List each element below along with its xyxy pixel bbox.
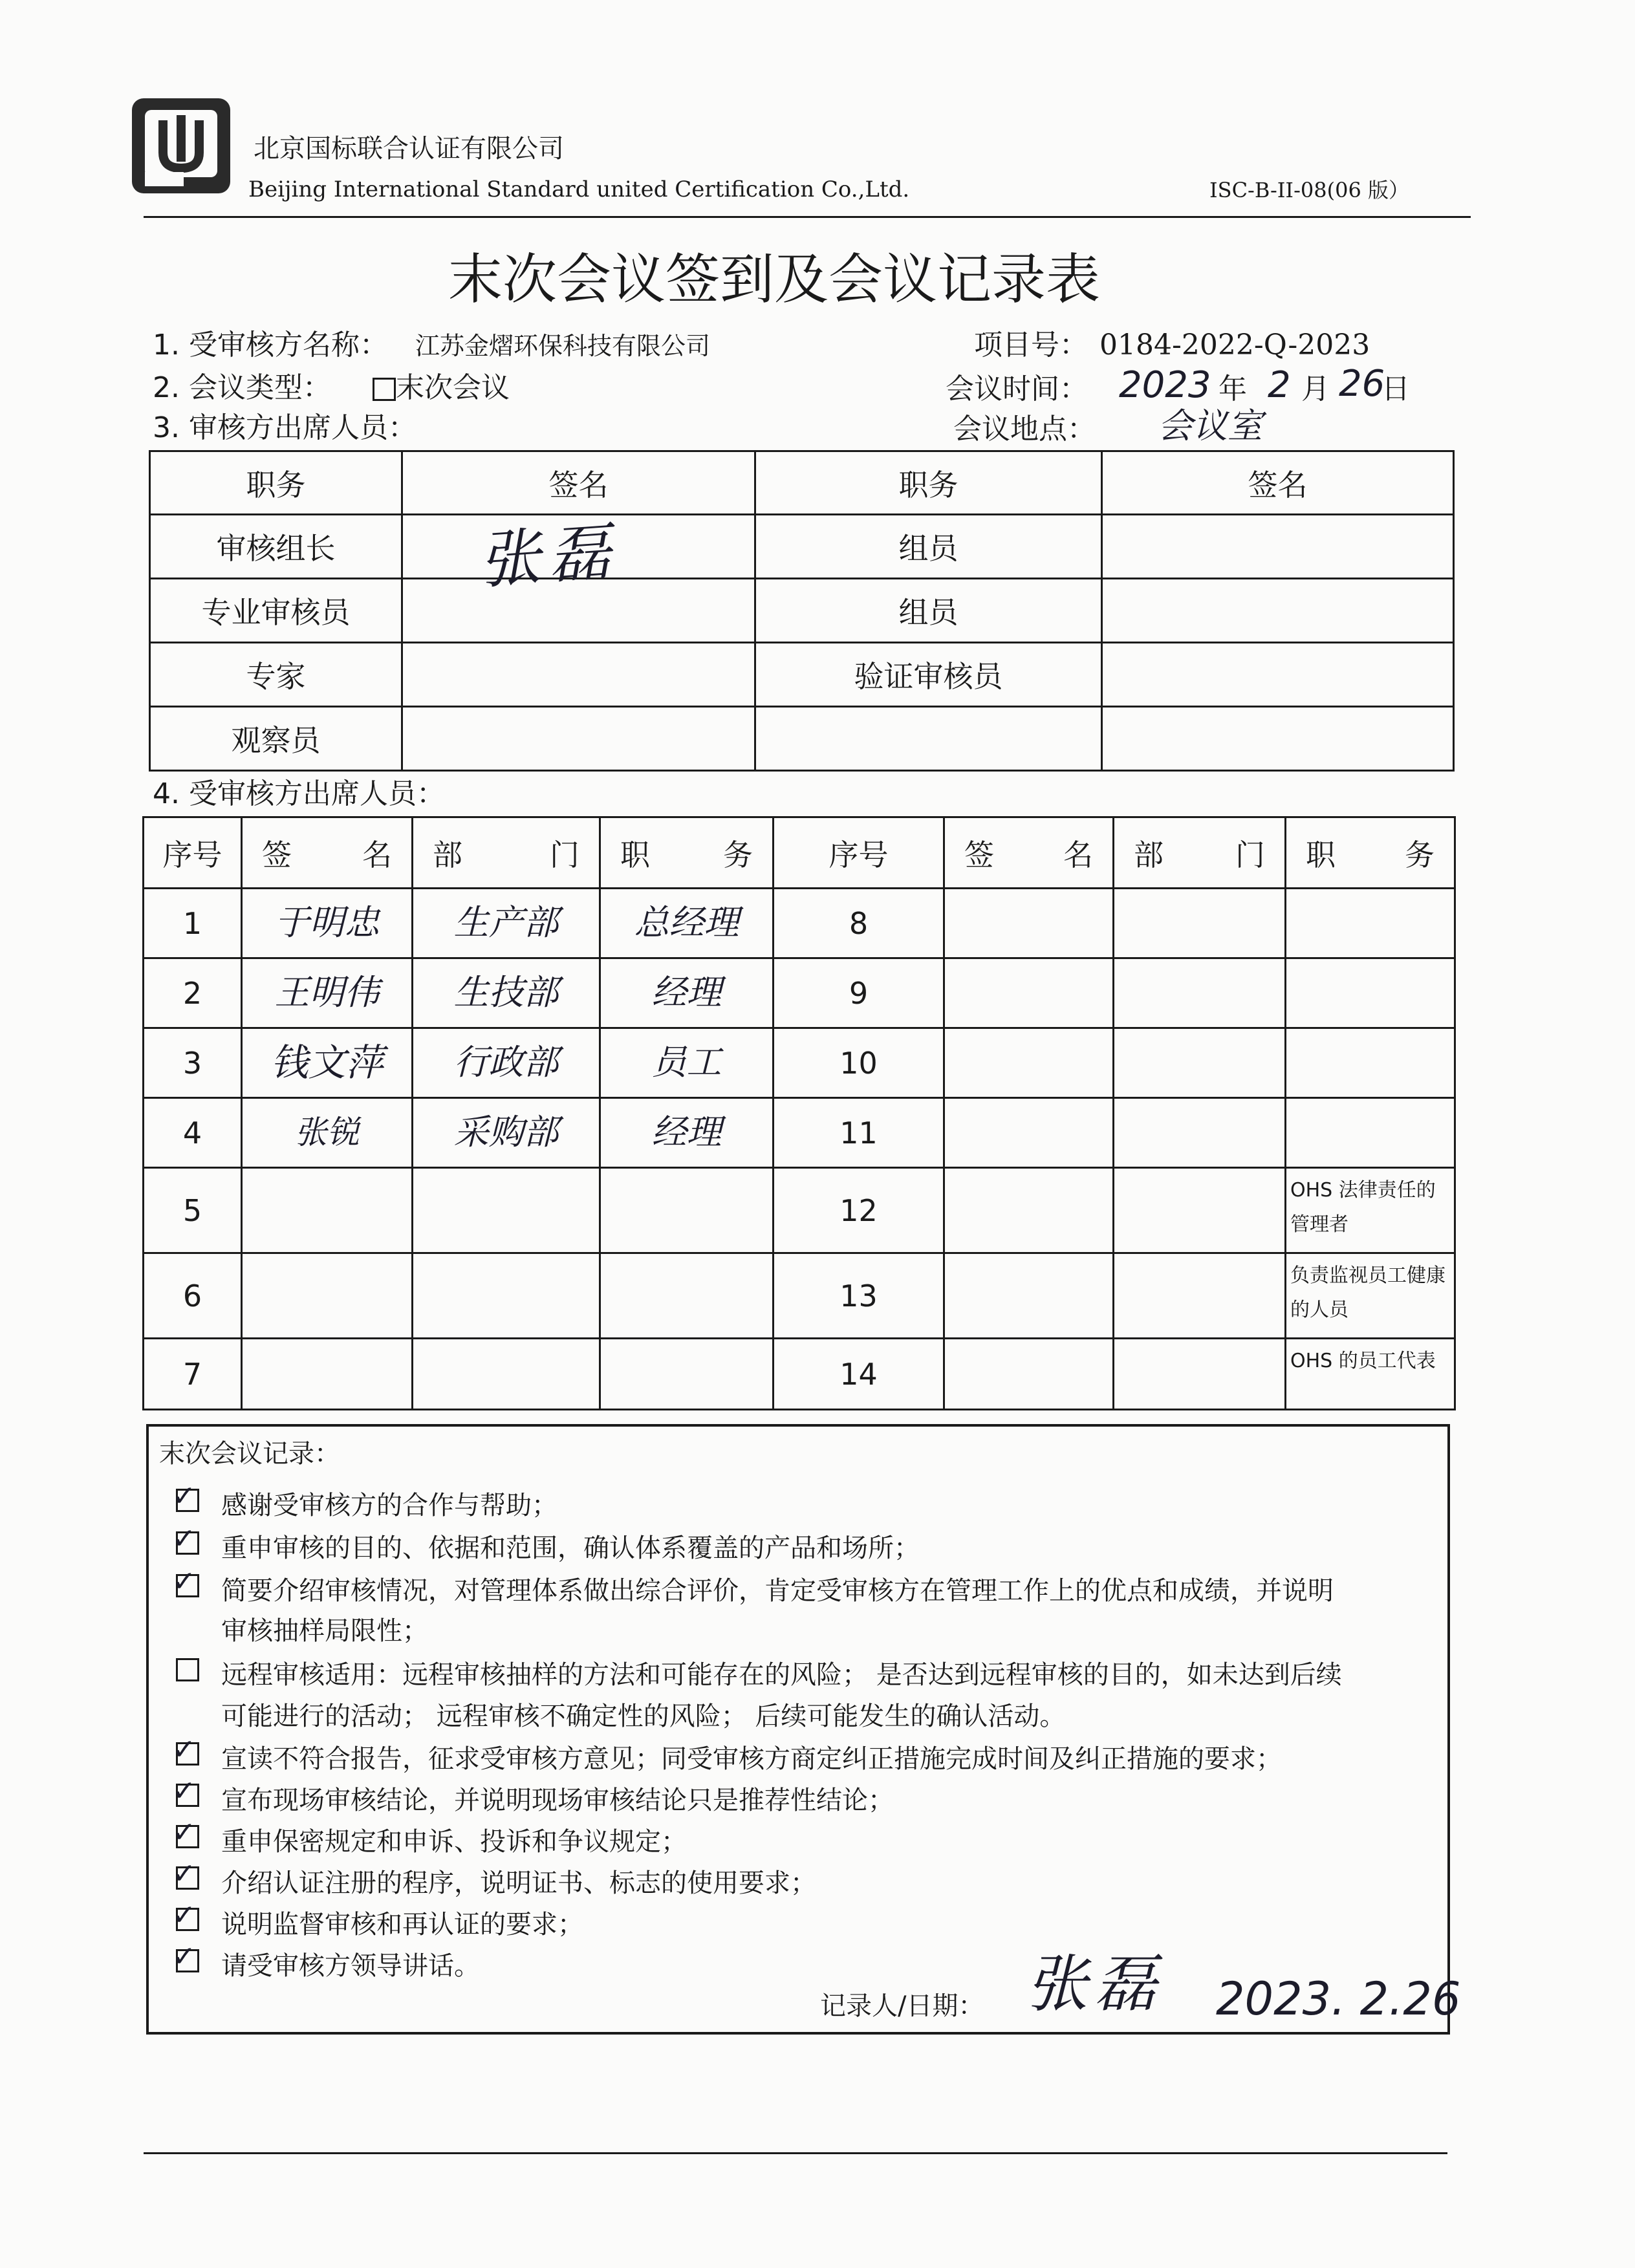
dept-cell[interactable] (1114, 1098, 1286, 1168)
header-sign-right-char2: 名 (1063, 837, 1093, 872)
attendee-sign: 于明忠 (274, 902, 380, 943)
attendee-row (144, 1253, 1455, 1339)
company-name-cn: 北京国标联合认证有限公司 (254, 134, 564, 164)
auditor-signature: 张磊 (476, 515, 621, 598)
header-no-left: 序号 (144, 817, 242, 889)
meeting-type-label: 2. 会议类型： (153, 371, 331, 404)
header-dept-right-char2: 门 (1235, 837, 1265, 872)
header-role-right-char1: 职 (1306, 837, 1336, 872)
row-no: 3 (144, 1028, 242, 1098)
attendee-row (144, 958, 1455, 1028)
dept-cell[interactable] (1114, 1168, 1286, 1253)
row-no: 7 (144, 1339, 242, 1410)
recorder-date: 2023. 2.26 (1216, 1972, 1461, 2025)
attendee-dept: 生技部 (453, 971, 559, 1013)
dept-cell[interactable] (413, 1028, 600, 1098)
signature-cell[interactable] (944, 1028, 1114, 1098)
doc-code: ISC-B-II-08(06 版） (1209, 178, 1409, 202)
attendee-table-header (144, 817, 1455, 889)
auditor-header-role-2: 职务 (755, 451, 1102, 515)
record-item-cont: 可能进行的活动； 远程审核不确定性的风险； 后续可能发生的确认活动。 (221, 1701, 1066, 1731)
dept-cell[interactable] (1114, 889, 1286, 958)
header-dept-right-char1: 部 (1134, 837, 1164, 872)
header-sign-right-char1: 签 (964, 837, 994, 872)
row-no: 1 (144, 889, 242, 958)
attendee-dept: 行政部 (453, 1041, 559, 1083)
dept-cell[interactable] (413, 1339, 600, 1410)
header-role-right-char2: 务 (1405, 837, 1435, 872)
meeting-type-checkbox[interactable] (373, 378, 396, 401)
role-cell[interactable] (600, 1168, 774, 1253)
check-mark-icon: ✓ (172, 1899, 196, 1932)
header-sign-left-char1: 签 (262, 837, 292, 872)
meeting-time-day-unit: 日 (1381, 373, 1410, 405)
record-item: 宣读不符合报告，征求受审核方意见；同受审核方商定纠正措施完成时间及纠正措施的要求； (221, 1744, 1282, 1774)
auditor-role: 审核组长 (150, 515, 402, 579)
auditor-role: 专家 (150, 643, 402, 707)
project-value: 0184-2022-Q-2023 (1099, 329, 1370, 362)
auditor-row (150, 579, 1454, 643)
auditor-signature-cell[interactable] (402, 643, 755, 707)
attendee-sign: 王明伟 (274, 971, 380, 1013)
role-cell[interactable] (1286, 958, 1455, 1028)
row-no: 8 (774, 889, 944, 958)
auditor-role (755, 707, 1102, 771)
auditor-header-role-1: 职务 (150, 451, 402, 515)
dept-cell[interactable] (1114, 1339, 1286, 1410)
role-cell[interactable] (600, 1028, 774, 1098)
role-cell[interactable] (600, 1339, 774, 1410)
dept-cell[interactable] (413, 1098, 600, 1168)
auditor-signature-cell[interactable] (1102, 579, 1454, 643)
check-mark-icon: ✓ (172, 1857, 196, 1890)
role-cell[interactable] (600, 1098, 774, 1168)
header-sign-left-char2: 名 (362, 837, 392, 872)
row-no: 13 (774, 1253, 944, 1339)
attendee-row (144, 1168, 1455, 1253)
auditor-attend-label: 3. 审核方出席人员： (153, 411, 417, 444)
role-cell[interactable] (600, 1253, 774, 1339)
record-item: 远程审核适用：远程审核抽样的方法和可能存在的风险； 是否达到远程审核的目的，如未达到后续 (221, 1660, 1342, 1690)
row-no: 11 (774, 1098, 944, 1168)
signature-cell[interactable] (242, 1098, 413, 1168)
attendee-role: 经理 (651, 1111, 722, 1152)
header-role-left (600, 817, 774, 889)
row-no: 9 (774, 958, 944, 1028)
record-checkbox[interactable] (176, 1658, 199, 1681)
check-mark-icon: ✓ (172, 1522, 196, 1555)
header-no-right: 序号 (774, 817, 944, 889)
record-item: 重申保密规定和申诉、投诉和争议规定； (221, 1827, 687, 1857)
signature-cell[interactable] (944, 1168, 1114, 1253)
role-note: OHS 法律责任的管理者 (1286, 1168, 1455, 1253)
header-dept-left-char2: 门 (550, 837, 579, 872)
header-sign-right (944, 817, 1114, 889)
header-sign-left (242, 817, 413, 889)
check-mark-icon: ✓ (172, 1480, 196, 1513)
record-item: 说明监督审核和再认证的要求； (221, 1910, 583, 1939)
role-cell[interactable] (600, 889, 774, 958)
attendee-role: 总经理 (634, 902, 739, 943)
page-title: 末次会议签到及会议记录表 (448, 248, 1101, 311)
auditor-signature-cell[interactable] (402, 707, 755, 771)
dept-cell[interactable] (1114, 958, 1286, 1028)
auditor-row (150, 707, 1454, 771)
row-no: 12 (774, 1168, 944, 1253)
attendee-table (142, 816, 1456, 1410)
header-dept-left (413, 817, 600, 889)
header-dept-left-char1: 部 (433, 837, 462, 872)
project-label: 项目号： (974, 329, 1088, 362)
signature-cell[interactable] (242, 958, 413, 1028)
record-item: 简要介绍审核情况，对管理体系做出综合评价，肯定受审核方在管理工作上的优点和成绩，并说明 (221, 1576, 1334, 1606)
record-item-cont: 审核抽样局限性； (221, 1616, 428, 1646)
signature-cell[interactable] (242, 889, 413, 958)
dept-cell[interactable] (1114, 1253, 1286, 1339)
auditor-table-header (150, 451, 1454, 515)
dept-cell[interactable] (1114, 1028, 1286, 1098)
dept-cell[interactable] (413, 1253, 600, 1339)
role-cell[interactable] (1286, 1028, 1455, 1098)
record-item: 重申审核的目的、依据和范围，确认体系覆盖的产品和场所； (221, 1533, 920, 1563)
role-note: OHS 的员工代表 (1286, 1339, 1455, 1410)
meeting-time-month-unit: 月 (1301, 373, 1330, 405)
check-mark-icon: ✓ (172, 1775, 196, 1808)
auditor-role: 验证审核员 (755, 643, 1102, 707)
auditor-signature-cell[interactable] (1102, 515, 1454, 579)
attendee-dept: 采购部 (453, 1111, 559, 1152)
auditor-header-sign-1: 签名 (402, 451, 755, 515)
meeting-place-value: 会议室 (1158, 405, 1262, 446)
record-title: 末次会议记录： (159, 1439, 340, 1469)
meeting-time-day: 26 (1339, 363, 1385, 405)
attendee-row (144, 1339, 1455, 1410)
record-item: 感谢受审核方的合作与帮助； (221, 1491, 558, 1520)
auditee-attend-label: 4. 受审核方出席人员： (153, 777, 445, 810)
check-mark-icon: ✓ (172, 1816, 196, 1849)
attendee-sign: 钱文萍 (270, 1040, 384, 1085)
signature-cell[interactable] (242, 1168, 413, 1253)
attendee-row (144, 1028, 1455, 1098)
auditor-row (150, 515, 1454, 579)
meeting-time-month: 2 (1268, 364, 1291, 406)
row-no: 4 (144, 1098, 242, 1168)
record-item: 宣布现场审核结论，并说明现场审核结论只是推荐性结论； (221, 1786, 894, 1815)
attendee-sign: 张锐 (294, 1113, 360, 1151)
signature-cell[interactable] (242, 1253, 413, 1339)
row-no: 5 (144, 1168, 242, 1253)
dept-cell[interactable] (413, 958, 600, 1028)
header-divider (144, 216, 1471, 218)
footer-divider (144, 2152, 1447, 2154)
meeting-time-year: 2023 (1119, 364, 1211, 406)
dept-cell[interactable] (413, 889, 600, 958)
header-role-left-char1: 职 (620, 837, 650, 872)
role-cell[interactable] (1286, 1098, 1455, 1168)
meeting-time-label: 会议时间： (946, 373, 1088, 405)
company-logo (129, 96, 233, 196)
signature-cell[interactable] (242, 1339, 413, 1410)
check-mark-icon: ✓ (172, 1733, 196, 1766)
meeting-time-year-unit: 年 (1218, 373, 1247, 405)
header-role-right (1286, 817, 1455, 889)
attendee-role: 员工 (651, 1041, 722, 1083)
check-mark-icon: ✓ (172, 1940, 196, 1973)
recorder-label: 记录人/日期： (820, 1991, 984, 2021)
row-no: 2 (144, 958, 242, 1028)
signature-cell[interactable] (944, 889, 1114, 958)
auditor-table (149, 450, 1455, 772)
auditor-role: 观察员 (150, 707, 402, 771)
attendee-role: 经理 (651, 971, 722, 1013)
auditor-signature-cell[interactable] (1102, 707, 1454, 771)
attendee-row (144, 889, 1455, 958)
header-role-left-char2: 务 (723, 837, 753, 872)
auditor-row (150, 643, 1454, 707)
auditor-role: 组员 (755, 579, 1102, 643)
meeting-place-label: 会议地点： (953, 413, 1096, 446)
role-cell[interactable] (600, 958, 774, 1028)
meeting-type-value: 末次会议 (396, 371, 510, 404)
signature-cell[interactable] (242, 1028, 413, 1098)
header-dept-right (1114, 817, 1286, 889)
company-name-en: Beijing International Standard united Certification Co.,Ltd. (248, 177, 910, 202)
auditor-header-sign-2: 签名 (1102, 451, 1454, 515)
role-cell[interactable] (1286, 889, 1455, 958)
auditor-role: 专业审核员 (150, 579, 402, 643)
record-item: 请受审核方领导讲话。 (221, 1951, 480, 1981)
recorder-signature: 张磊 (1026, 1948, 1163, 2020)
dept-cell[interactable] (413, 1168, 600, 1253)
role-note: 负责监视员工健康的人员 (1286, 1253, 1455, 1339)
row-no: 10 (774, 1028, 944, 1098)
attendee-row (144, 1098, 1455, 1168)
row-no: 6 (144, 1253, 242, 1339)
signature-cell[interactable] (944, 958, 1114, 1028)
auditee-label: 1. 受审核方名称： (153, 329, 388, 362)
signature-cell[interactable] (944, 1339, 1114, 1410)
auditor-role: 组员 (755, 515, 1102, 579)
auditor-signature-cell[interactable] (1102, 643, 1454, 707)
attendee-dept: 生产部 (453, 902, 559, 943)
row-no: 14 (774, 1339, 944, 1410)
signature-cell[interactable] (944, 1098, 1114, 1168)
record-item: 介绍认证注册的程序，说明证书、标志的使用要求； (221, 1868, 816, 1898)
check-mark-icon: ✓ (172, 1565, 196, 1598)
signature-cell[interactable] (944, 1253, 1114, 1339)
auditee-value: 江苏金熠环保科技有限公司 (415, 332, 711, 360)
